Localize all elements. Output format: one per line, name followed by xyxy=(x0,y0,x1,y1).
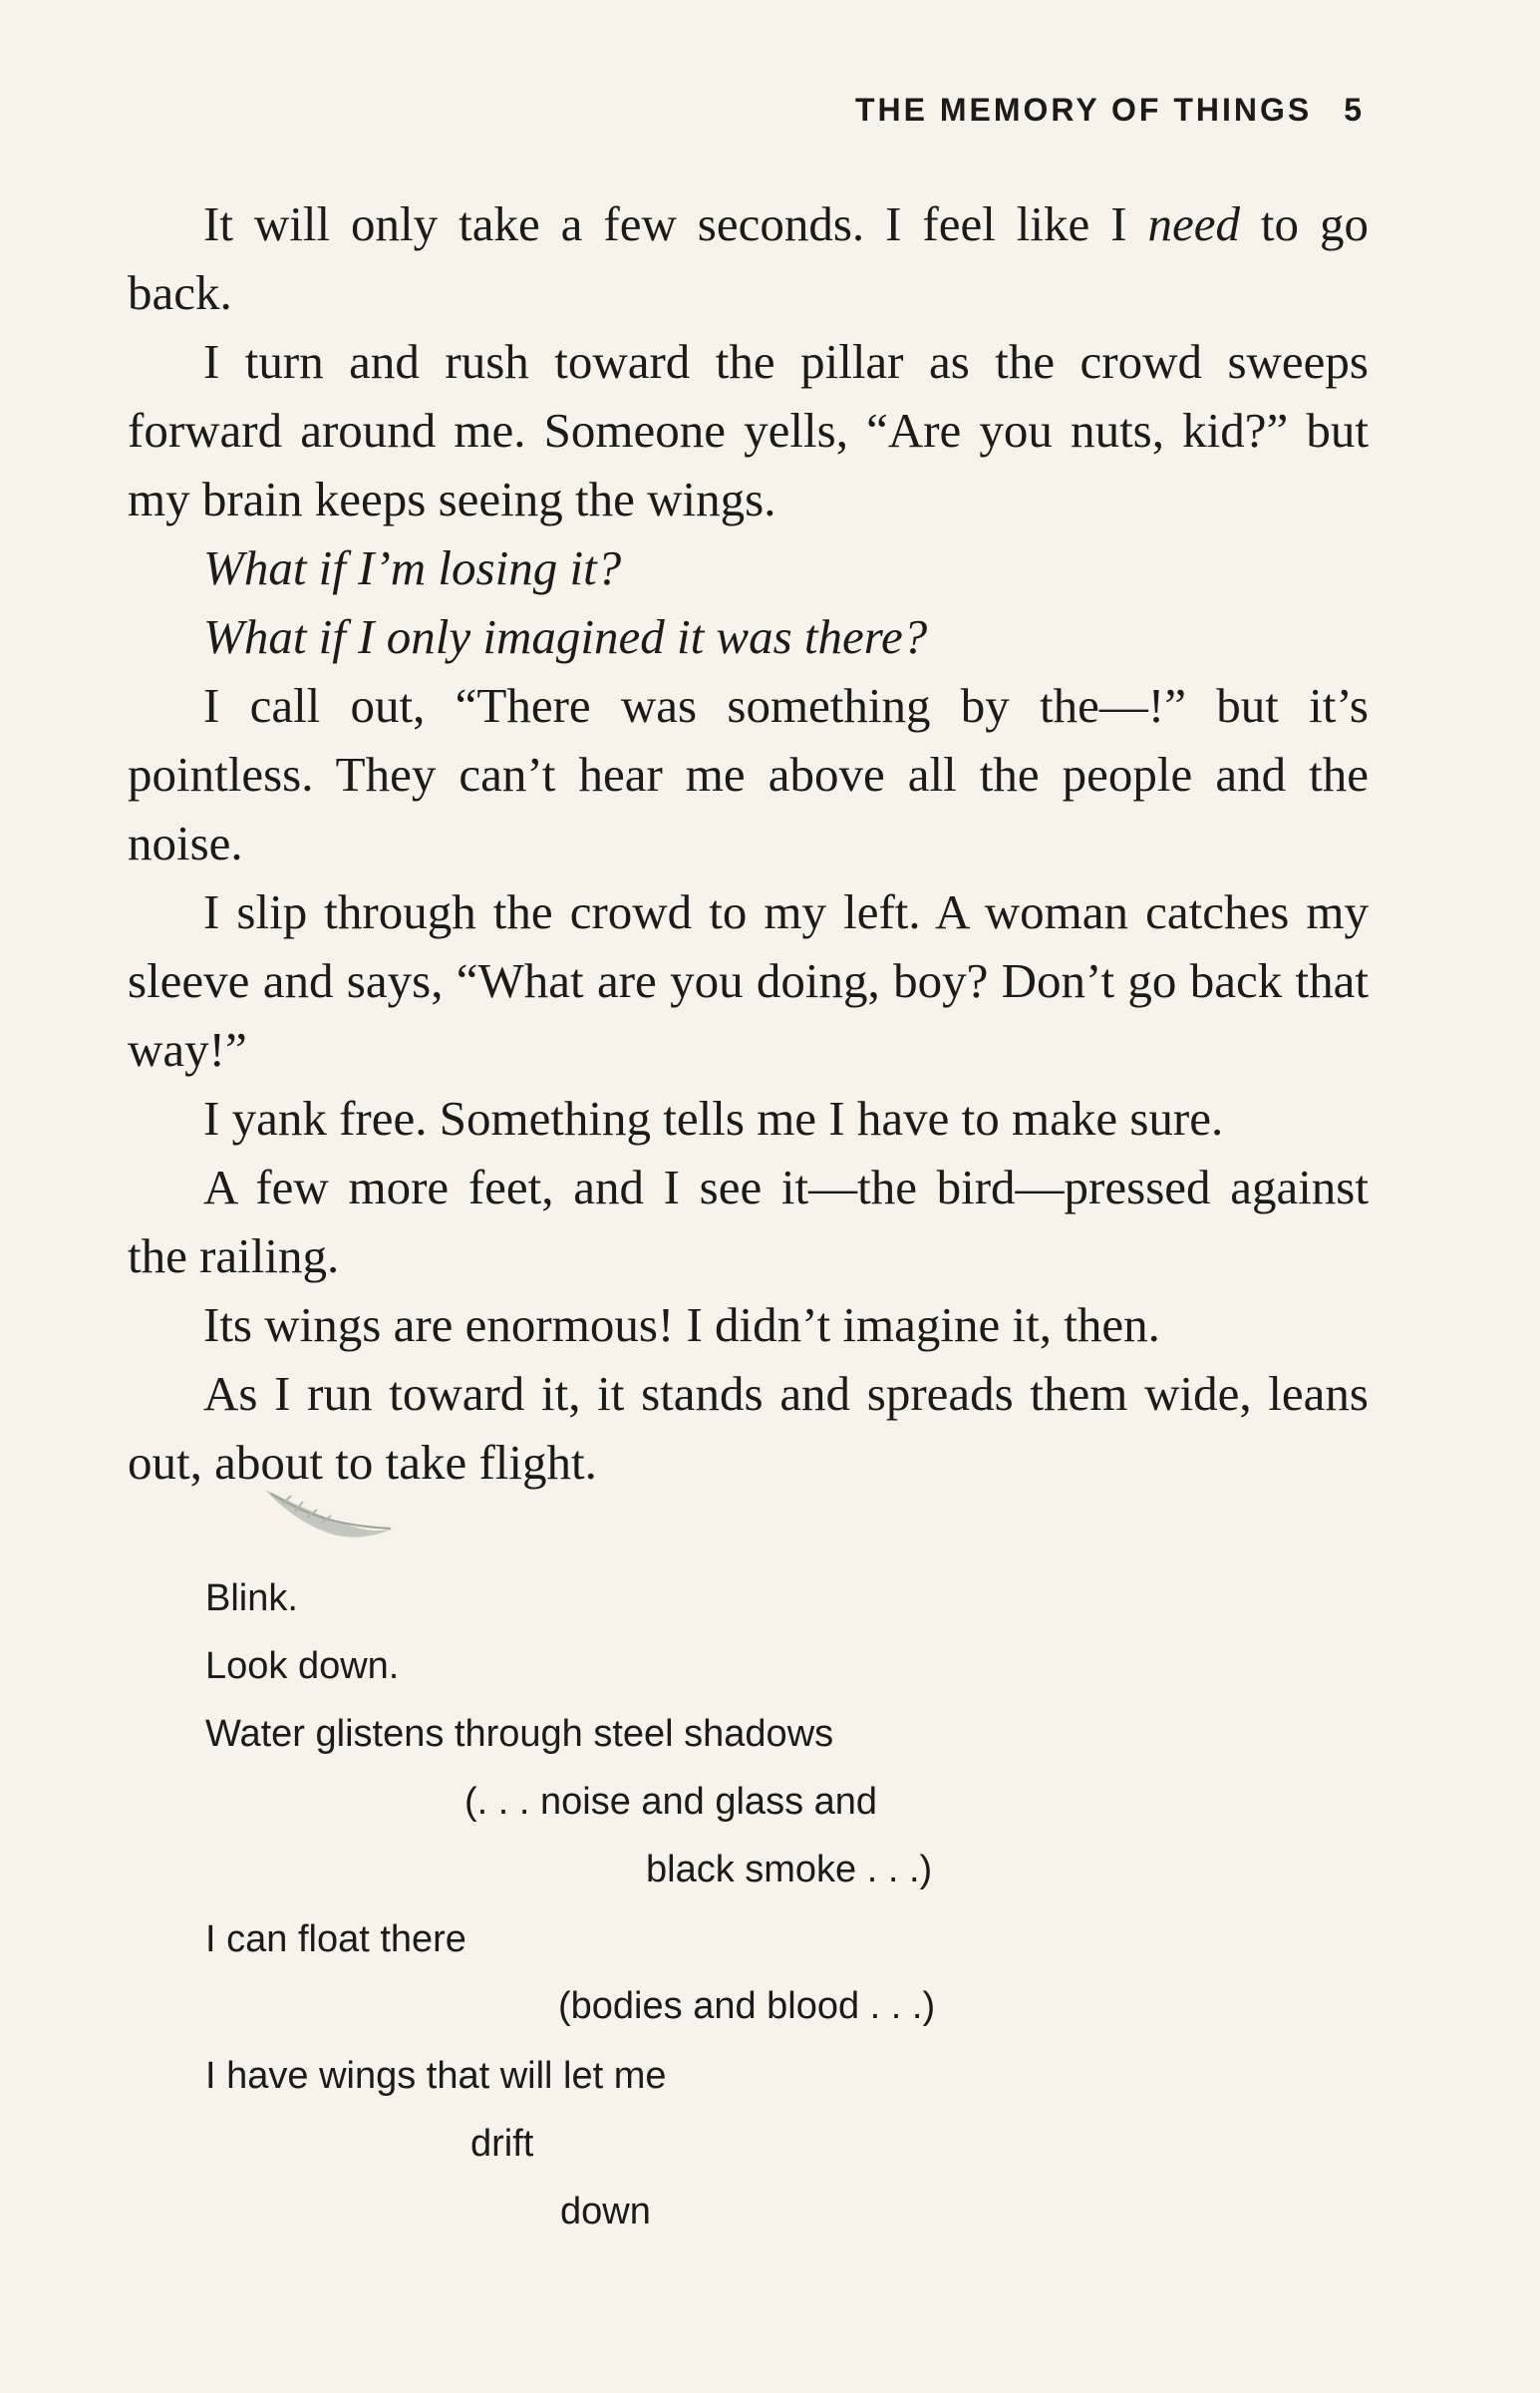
poem-line: black smoke . . .) xyxy=(646,1849,933,1890)
paragraph: I slip through the crowd to my left. A woman catches my sleeve and says, “What are you doing, boy? Don’t go back that way!” xyxy=(128,884,1369,1077)
poem-line: (bodies and blood . . .) xyxy=(558,1985,936,2027)
italic-text: What if I’m losing it? xyxy=(203,540,622,595)
poem-line: I can float there xyxy=(205,1918,466,1960)
page-number: 5 xyxy=(1344,92,1365,128)
poem-line: Water glistens through steel shadows xyxy=(205,1713,834,1755)
paragraph-text: It will only take a few seconds. I feel like I xyxy=(203,196,1148,251)
paragraph: I turn and rush toward the pillar as the crowd sweeps forward around me. Someone yells, “Are you nuts, kid?” but my brain keeps seeing the wings. xyxy=(128,334,1369,526)
paragraph: As I run toward it, it stands and spreads them wide, leans out, about to take flight. xyxy=(128,1366,1369,1490)
paragraph: I yank free. Something tells me I have to make sure. xyxy=(203,1091,1224,1146)
poem-line: (. . . noise and glass and xyxy=(464,1781,878,1823)
poem-line: down xyxy=(560,2191,651,2232)
running-head-title: THE MEMORY OF THINGS xyxy=(854,92,1313,128)
poem-line: Blink. xyxy=(205,1577,298,1619)
poem-line: drift xyxy=(470,2123,534,2165)
italic-text: What if I only imagined it was there? xyxy=(203,609,928,664)
paragraph: Its wings are enormous! I didn’t imagine it, then. xyxy=(203,1297,1160,1352)
paragraph-text: to go back. xyxy=(128,196,1369,320)
paragraph: A few more feet, and I see it—the bird—pressed against the railing. xyxy=(128,1160,1369,1283)
emphasis-text: need xyxy=(1147,196,1240,251)
poem-line: I have wings that will let me xyxy=(205,2055,667,2097)
poem-line: Look down. xyxy=(205,1645,400,1687)
paragraph: I call out, “There was something by the—!” but it’s pointless. They can’t hear me above all the people and the noise. xyxy=(128,678,1369,870)
